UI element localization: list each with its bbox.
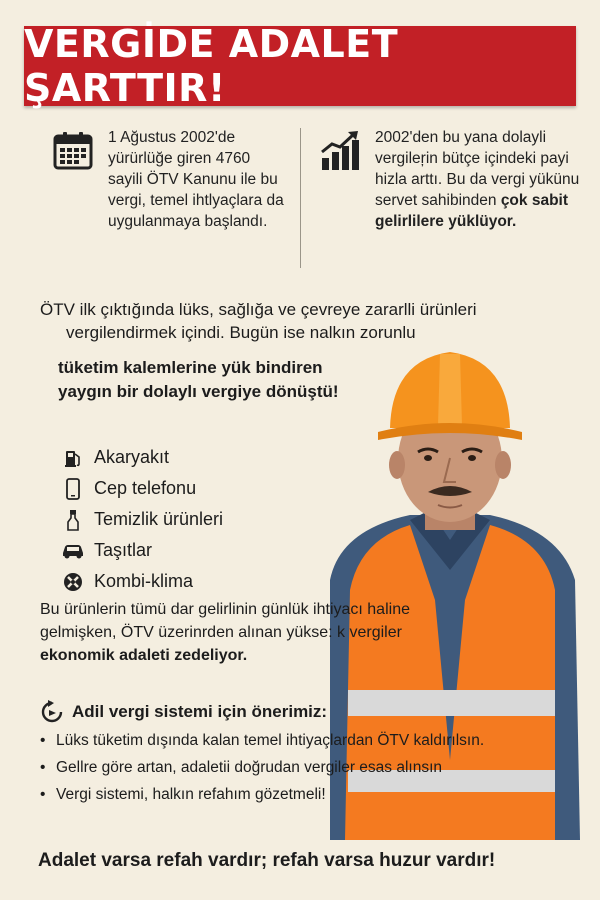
- proposal-list: [40, 730, 550, 811]
- list-item: [60, 535, 223, 566]
- intro-line-2: vergilendirmek içindi. Bugün ise nalkın zorunlu: [66, 323, 416, 342]
- column-divider: [300, 128, 301, 268]
- summary-regular: Bu ürünlerin tümü dar gelirlinin günlük ihtiyacı haline gelmişken, ÖTV üzerinrden alınan yükse: k vergiler: [40, 601, 410, 641]
- item-label: Akaryakıt: [94, 447, 170, 467]
- spray-bottle-icon: [66, 509, 80, 531]
- fuel-pump-icon: [64, 448, 82, 468]
- intro-bold-text: tüketim kalemlerine yük bindiren yaygın bir dolaylı vergiye dönüştü!: [58, 358, 339, 401]
- page-title: VERGİDE ADALET ŞARTTIR!: [24, 22, 399, 110]
- fan-icon: [63, 572, 83, 592]
- item-label: Kombi-klima: [94, 571, 194, 591]
- item-label: Temizlik ürünleri: [94, 509, 224, 529]
- list-item: [60, 566, 223, 597]
- cycle-arrow-icon: [40, 700, 64, 724]
- proposal-heading: [40, 700, 327, 724]
- calendar-icon: [52, 130, 94, 172]
- column-right-text: [375, 127, 580, 232]
- summary-bold: ekonomik adaleti zedeliyor.: [40, 647, 248, 664]
- proposal-heading-text: Adil vergi sistemi için önerimiz:: [72, 702, 328, 721]
- intro-text: [40, 298, 570, 344]
- rising-chart-icon: [318, 128, 362, 172]
- column-left-text: 1 Ağustus 2002'de yürürlüğe giren 4760 sayili ÖTV Kanunu ile bu vergi, temel ihtlyaçlara da uygulanmaya başlandı.: [108, 129, 284, 230]
- item-label: Taşıtlar: [94, 540, 153, 560]
- mobile-phone-icon: [66, 478, 80, 500]
- list-item: [60, 504, 223, 535]
- list-item: • Gellre göre artan, adaletii doğrudan vergiler esas alınsın: [40, 757, 550, 778]
- list-item: [60, 473, 223, 504]
- taxed-items-list: [60, 442, 223, 597]
- column-right-bold: çok sabit gelirlilere yüklüyor.: [375, 192, 569, 230]
- footer-slogan: Adalet varsa refah vardır; refah varsa huzur vardır!: [38, 850, 496, 871]
- summary-paragraph: [40, 598, 460, 667]
- column-right-regular: 2002'den bu yana dolayli vergileŗin bütçe içindeki payi hizla arttı. Bu da vergi yükünu servet sahibinden: [375, 129, 580, 209]
- title-banner: [24, 22, 576, 110]
- list-item: • Vergi sistemi, halkın refahım gözetmeli!: [40, 784, 550, 805]
- list-item: • Lüks tüketim dışında kalan temel ihtiyaçlardan ÖTV kaldırılsın.: [40, 730, 550, 751]
- car-icon: [61, 543, 85, 559]
- intro-line-1: ÖTV ilk çıktığında lüks, sağlığa ve çevreye zararlli ürünleri: [40, 300, 477, 319]
- list-item: [60, 442, 223, 473]
- item-label: Cep telefonu: [94, 478, 197, 498]
